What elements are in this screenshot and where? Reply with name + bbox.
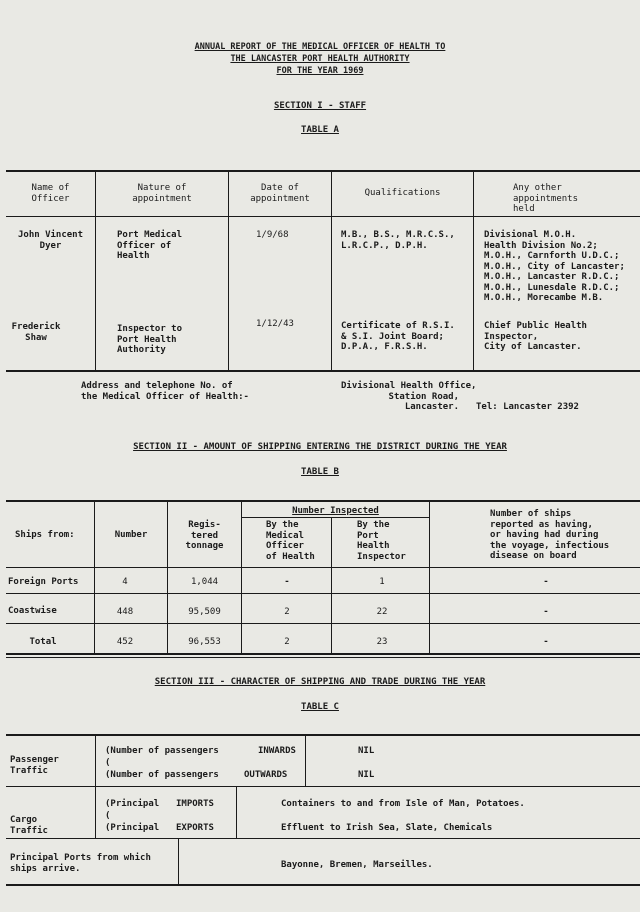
table-b-row1-from: Foreign Ports bbox=[8, 577, 79, 587]
table-c-passenger-outwards-value: NIL bbox=[358, 770, 375, 780]
table-b-bottom-rule-2 bbox=[6, 657, 640, 658]
table-a-row1-other: Divisional M.O.H. Health Division No.2; M.O.H., Carnforth U.D.C.; M.O.H., City of Lancaster; M.O.H., Lancaster R.D.C.; M.O.H., Lunesdale R.D.C.; M.O.H., Morecambe M.B. bbox=[484, 230, 625, 303]
table-b-row1-number: 4 bbox=[122, 577, 128, 587]
table-b-bottom-rule bbox=[6, 653, 640, 655]
table-c-passenger-line1: (Number of passengers bbox=[105, 746, 219, 756]
table-b-row2-inspector: 22 bbox=[376, 607, 388, 617]
table-b-header-by-inspector: By the Port Health Inspector bbox=[357, 520, 406, 562]
table-c-col-divider bbox=[305, 735, 306, 786]
table-b-row2-number: 448 bbox=[116, 607, 134, 617]
table-b-row2-reported: - bbox=[543, 607, 549, 617]
table-a-header-qualifications: Qualifications bbox=[364, 188, 441, 198]
table-b-row-rule bbox=[6, 623, 640, 624]
table-c-col-divider bbox=[95, 735, 96, 838]
table-c-bottom-rule bbox=[6, 884, 640, 886]
table-b-row1-tonnage: 1,044 bbox=[190, 577, 219, 587]
table-c-cargo-label: Cargo Traffic bbox=[10, 815, 48, 836]
table-b-total-tonnage: 96,553 bbox=[188, 637, 221, 647]
table-a-header-nature: Nature of appointment bbox=[132, 183, 192, 204]
table-a-row1-nature: Port Medical Officer of Health bbox=[117, 230, 183, 261]
table-a-header-name: Name of Officer bbox=[31, 183, 70, 204]
table-a-row2-other: Chief Public Health Inspector, City of Lancaster. bbox=[484, 321, 587, 352]
table-b-header-reported: Number of ships reported as having, or having had during the voyage, infectious disease on board bbox=[490, 509, 610, 561]
table-c-cargo-line2: (Principal bbox=[105, 823, 160, 833]
table-b-total-moh: 2 bbox=[284, 637, 290, 647]
address-label: Address and telephone No. of the Medical Officer of Health:- bbox=[81, 381, 249, 402]
table-c-cargo-line1: (Principal bbox=[105, 799, 160, 809]
table-c-col-divider bbox=[178, 839, 179, 884]
report-title-line2: THE LANCASTER PORT HEALTH AUTHORITY bbox=[230, 54, 410, 64]
table-a-header-date: Date of appointment bbox=[250, 183, 310, 204]
table-c-passenger-inwards: INWARDS bbox=[258, 746, 296, 756]
table-c-cargo-imports-value: Containers to and from Isle of Man, Potatoes. bbox=[281, 799, 525, 809]
table-b-row2-from: Coastwise bbox=[8, 606, 57, 616]
table-a-header-other: Any other appointments held bbox=[513, 183, 579, 214]
table-b-row-rule bbox=[6, 593, 640, 594]
report-title-line3: FOR THE YEAR 1969 bbox=[276, 66, 364, 76]
telephone: Tel: Lancaster 2392 bbox=[476, 402, 579, 412]
table-a-row2-qualifications: Certificate of R.S.I. & S.I. Joint Board; D.P.A., F.R.S.H. bbox=[341, 321, 455, 352]
table-c-col-divider bbox=[236, 787, 237, 838]
table-b-header-rule bbox=[6, 567, 640, 568]
section1-heading: SECTION I - STAFF bbox=[273, 101, 367, 111]
table-c-passenger-line2: (Number of passengers bbox=[105, 770, 219, 780]
table-a-top-rule bbox=[6, 170, 640, 172]
table-b-top-rule bbox=[6, 500, 640, 502]
table-b-total-number: 452 bbox=[116, 637, 134, 647]
section2-heading: SECTION II - AMOUNT OF SHIPPING ENTERING THE DISTRICT DURING THE YEAR bbox=[133, 442, 507, 452]
table-b-header-inspected: Number Inspected bbox=[292, 506, 379, 516]
table-c-row-rule bbox=[6, 838, 640, 839]
table-a-header-rule bbox=[6, 216, 640, 217]
table-b-row1-inspector: 1 bbox=[379, 577, 385, 587]
table-a-row2-nature: Inspector to Port Health Authority bbox=[117, 324, 183, 355]
table-c-passenger-outwards: OUTWARDS bbox=[244, 770, 288, 780]
table-a-label: TABLE A bbox=[301, 125, 339, 135]
table-c-label: TABLE C bbox=[301, 702, 339, 712]
table-c-cargo-exports: EXPORTS bbox=[176, 823, 214, 833]
table-c-ports-value: Bayonne, Bremen, Marseilles. bbox=[281, 860, 433, 870]
table-b-header-tonnage: Regis- tered tonnage bbox=[185, 520, 224, 551]
table-a-row2-date: 1/12/43 bbox=[256, 319, 294, 329]
table-a-row1-name: John Vincent Dyer bbox=[17, 230, 84, 251]
table-b-total-reported: - bbox=[543, 637, 549, 647]
table-a-col-divider bbox=[331, 171, 332, 370]
table-c-top-rule bbox=[6, 734, 640, 736]
table-c-passenger-inwards-value: NIL bbox=[358, 746, 375, 756]
table-c-cargo-imports: IMPORTS bbox=[176, 799, 214, 809]
table-c-cargo-exports-value: Effluent to Irish Sea, Slate, Chemicals bbox=[281, 823, 493, 833]
report-title-line1: ANNUAL REPORT OF THE MEDICAL OFFICER OF HEALTH TO bbox=[194, 42, 446, 52]
table-b-header-by-moh: By the Medical Officer of Health bbox=[266, 520, 315, 562]
table-c-cargo-bracket: ( bbox=[105, 811, 111, 821]
table-b-inspected-rule bbox=[241, 517, 429, 518]
table-a-row1-qualifications: M.B., B.S., M.R.C.S., L.R.C.P., D.P.H. bbox=[341, 230, 455, 251]
table-a-row2-name: Frederick Shaw bbox=[11, 322, 61, 343]
table-a-col-divider bbox=[473, 171, 474, 370]
table-c-passenger-bracket: ( bbox=[105, 758, 111, 768]
table-b-row2-moh: 2 bbox=[284, 607, 290, 617]
section3-heading: SECTION III - CHARACTER OF SHIPPING AND TRADE DURING THE YEAR bbox=[154, 677, 486, 687]
table-b-row2-tonnage: 95,509 bbox=[188, 607, 221, 617]
table-b-header-ships-from: Ships from: bbox=[15, 530, 75, 540]
table-a-bottom-rule bbox=[6, 370, 640, 372]
table-b-total-from: Total bbox=[29, 637, 57, 647]
table-b-label: TABLE B bbox=[301, 467, 339, 477]
table-b-total-inspector: 23 bbox=[376, 637, 388, 647]
address-value: Divisional Health Office, Station Road, Lancaster. bbox=[341, 381, 477, 412]
table-b-header-number: Number bbox=[114, 530, 148, 540]
table-b-row1-moh: - bbox=[284, 577, 290, 587]
table-a-row1-date: 1/9/68 bbox=[256, 230, 289, 240]
table-c-ports-label: Principal Ports from which ships arrive. bbox=[10, 853, 151, 874]
table-c-row-rule bbox=[6, 786, 640, 787]
table-c-passenger-label: Passenger Traffic bbox=[10, 755, 59, 776]
table-b-row1-reported: - bbox=[543, 577, 549, 587]
